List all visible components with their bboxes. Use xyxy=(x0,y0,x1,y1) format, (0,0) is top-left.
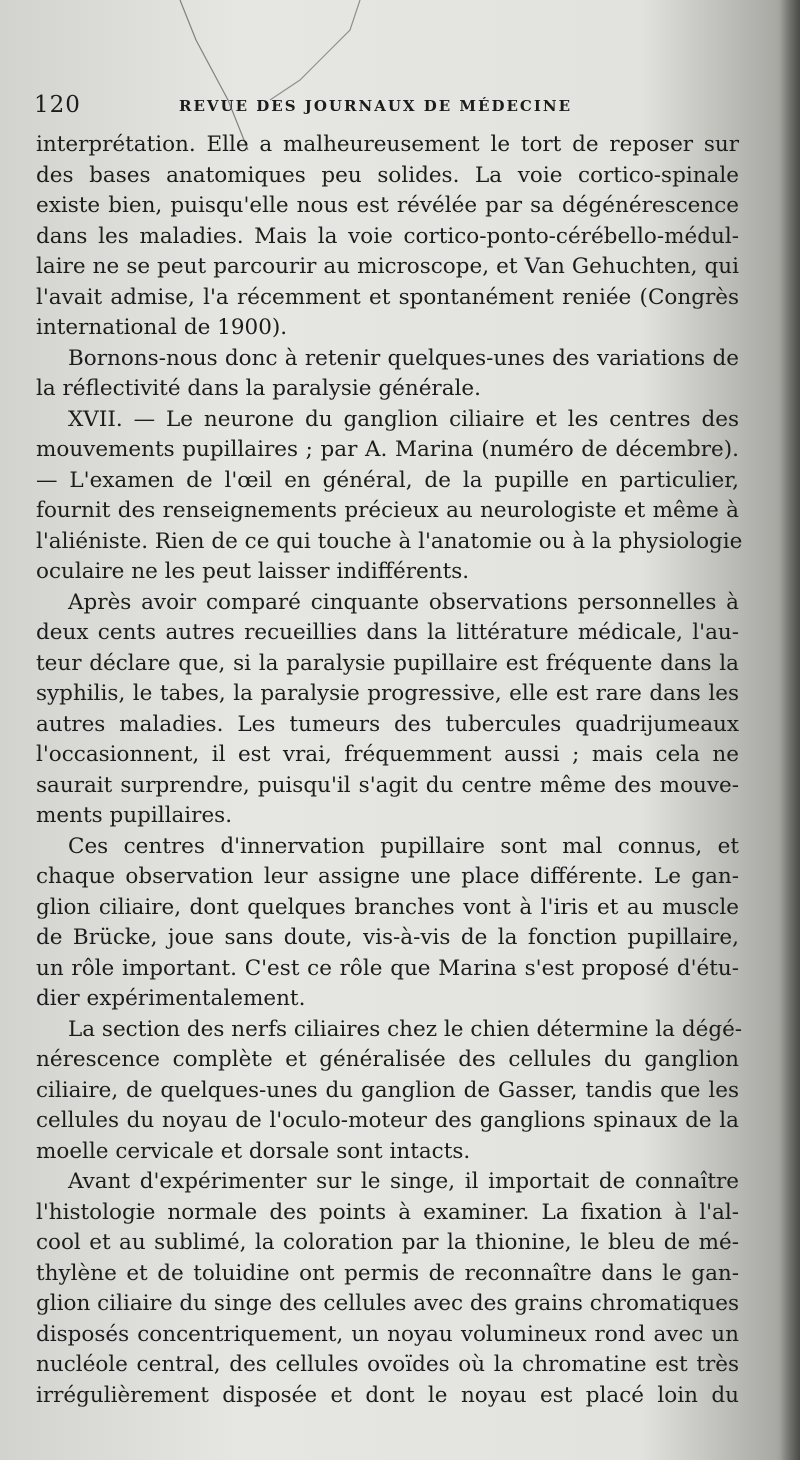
text-line: glion ciliaire du singe des cellules avec des grains chromatiques xyxy=(36,1291,739,1316)
body-text xyxy=(36,130,743,1411)
text-line: ciliaire, de quelques-unes du ganglion de Gasser, tandis que les xyxy=(36,1077,739,1103)
text-line: l'histologie normale des points à examiner. La fixation à l'al- xyxy=(36,1199,739,1225)
text-line: Ces centres d'innervation pupillaire sont mal connus, et xyxy=(68,833,739,859)
text-line: teur déclare que, si la paralysie pupillaire est fréquente dans la xyxy=(36,650,739,676)
text-line: La section des nerfs ciliaires chez le chien détermine la dégé- xyxy=(68,1016,743,1042)
text-line: mouvements pupillaires ; par A. Marina (numéro de décembre). xyxy=(36,437,739,462)
text-line: dans les maladies. Mais la voie cortico-ponto-cérébello-médul- xyxy=(36,223,739,249)
text-line: interprétation. Elle a malheureusement le tort de reposer sur xyxy=(36,132,739,157)
text-line: des bases anatomiques peu solides. La voie cortico-spinale xyxy=(36,162,739,188)
text-line: glion ciliaire, dont quelques branches vont à l'iris et au muscle xyxy=(36,894,739,920)
page-number: 120 xyxy=(34,92,81,118)
text-line: international de 1900). xyxy=(36,315,288,340)
text-line: fournit des renseignements précieux au neurologiste et même à xyxy=(36,498,739,523)
text-line: syphilis, le tabes, la paralysie progressive, elle est rare dans les xyxy=(36,681,739,706)
text-line: Avant d'expérimenter sur le singe, il importait de connaître xyxy=(68,1169,739,1194)
text-line: disposés concentriquement, un noyau volumineux rond avec un xyxy=(36,1321,739,1347)
text-line: — L'examen de l'œil en général, de la pupille en particulier, xyxy=(36,467,739,493)
text-line: deux cents autres recueillies dans la littérature médicale, l'au- xyxy=(36,620,739,645)
text-line: dier expérimentalement. xyxy=(36,986,306,1011)
text-line: cool et au sublimé, la coloration par la thionine, le bleu de mé- xyxy=(36,1230,739,1255)
text-line: moelle cervicale et dorsale sont intacts. xyxy=(36,1138,471,1164)
running-head: REVUE DES JOURNAUX DE MÉDECINE xyxy=(179,97,573,115)
text-line: existe bien, puisqu'elle nous est révélée par sa dégénérescence xyxy=(36,193,739,218)
text-line: nérescence complète et généralisée des cellules du ganglion xyxy=(36,1047,739,1072)
text-line: nucléole central, des cellules ovoïdes où la chromatine est très xyxy=(36,1352,739,1377)
text-line: XVII. — Le neurone du ganglion ciliaire et les centres des xyxy=(68,406,739,432)
text-line: l'aliéniste. Rien de ce qui touche à l'anatomie ou à la physiologie xyxy=(36,528,743,554)
text-line: Bornons-nous donc à retenir quelques-unes des variations de xyxy=(68,345,739,371)
text-line: autres maladies. Les tumeurs des tubercules quadrijumeaux xyxy=(36,711,739,737)
text-line: irrégulièrement disposée et dont le noyau est placé loin du xyxy=(36,1382,739,1408)
page-header xyxy=(34,92,754,122)
text-line: cellules du noyau de l'oculo-moteur des ganglions spinaux de la xyxy=(36,1108,739,1133)
text-line: oculaire ne les peut laisser indifférents. xyxy=(36,559,470,584)
text-line: la réflectivité dans la paralysie générale. xyxy=(36,376,481,401)
text-line: de Brücke, joue sans doute, vis-à-vis de la fonction pupillaire, xyxy=(36,925,739,950)
text-line: thylène et de toluidine ont permis de reconnaître dans le gan- xyxy=(36,1260,739,1286)
text-line: saurait surprendre, puisqu'il s'agit du centre même des mouve- xyxy=(36,772,739,798)
text-line: l'avait admise, l'a récemment et spontanément reniée (Congrès xyxy=(36,284,739,310)
text-line: ments pupillaires. xyxy=(36,803,233,828)
text-line: laire ne se peut parcourir au microscope, et Van Gehuchten, qui xyxy=(36,254,739,279)
text-line: l'occasionnent, il est vrai, fréquemment aussi ; mais cela ne xyxy=(36,742,739,767)
text-line: un rôle important. C'est ce rôle que Marina s'est proposé d'étu- xyxy=(36,955,739,981)
text-line: Après avoir comparé cinquante observations personnelles à xyxy=(68,589,739,615)
text-line: chaque observation leur assigne une place différente. Le gan- xyxy=(36,864,739,889)
